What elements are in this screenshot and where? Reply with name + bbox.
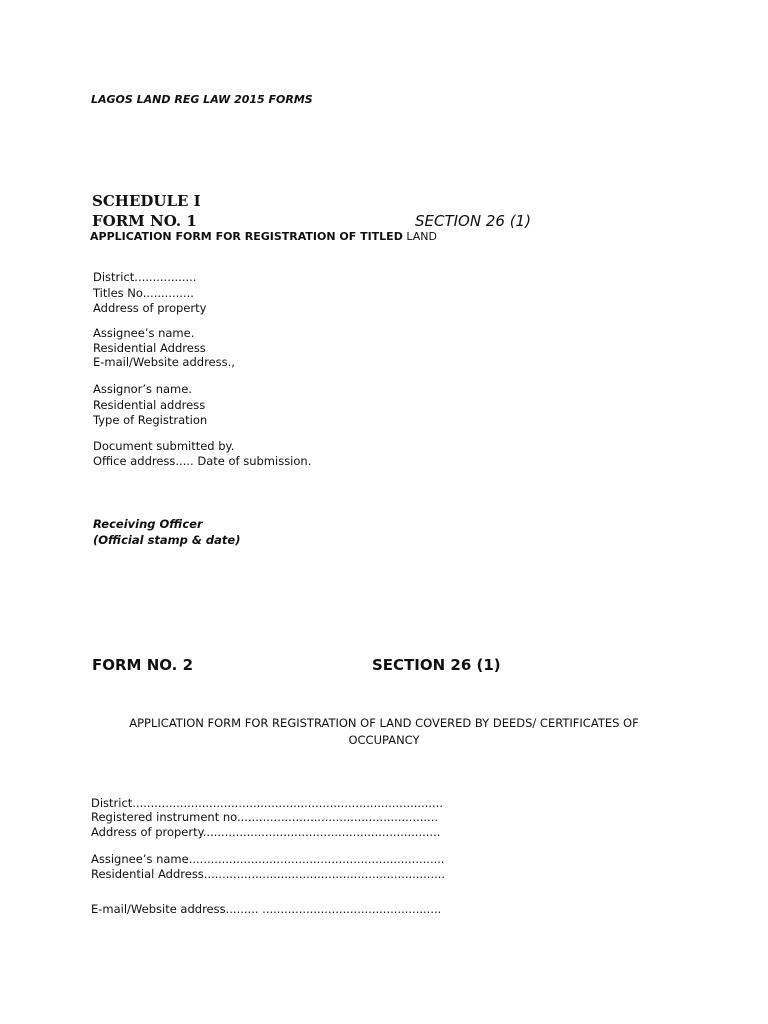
- form1-field-residential-address: Residential Address: [93, 341, 206, 355]
- form1-field-assignee-name: Assignee’s name.: [93, 326, 195, 340]
- schedule-heading: SCHEDULE I: [92, 192, 201, 210]
- document-title: LAGOS LAND REG LAW 2015 FORMS: [91, 93, 313, 106]
- form1-field-office-address-date: Office address..... Date of submission.: [93, 454, 312, 468]
- form2-field-registered-instrument-no: Registered instrument no.......................................................: [91, 810, 439, 824]
- form1-field-assignor-residential-address: Residential address: [93, 398, 206, 412]
- official-stamp-note: (Official stamp & date): [93, 533, 241, 547]
- form1-application-title: [90, 230, 437, 243]
- receiving-officer-label: Receiving Officer: [93, 517, 203, 531]
- form2-field-district: District.....................................................................................: [91, 796, 444, 810]
- form1-field-type-of-registration: Type of Registration: [93, 413, 208, 427]
- form1-application-title-bold: APPLICATION FORM FOR REGISTRATION OF TITLED: [90, 230, 403, 243]
- form2-field-assignee-name: Assignee’s name......................................................................: [91, 852, 445, 866]
- form2-section: SECTION 26 (1): [372, 656, 501, 674]
- form1-section: SECTION 26 (1): [415, 212, 531, 230]
- form2-field-address-of-property: Address of property.................................................................: [91, 825, 441, 839]
- form1-field-email-website: E-mail/Website address.,: [93, 355, 235, 369]
- form1-field-titles-no: Titles No..............: [93, 286, 194, 300]
- form2-field-email-website: E-mail/Website address......... .................................................: [91, 902, 442, 916]
- form1-field-assignor-name: Assignor’s name.: [93, 382, 192, 396]
- form1-field-district: District.................: [93, 270, 197, 284]
- form1-field-document-submitted-by: Document submitted by.: [93, 439, 235, 453]
- form1-number: FORM NO. 1: [92, 212, 197, 230]
- form2-application-title: APPLICATION FORM FOR REGISTRATION OF LAND COVERED BY DEEDS/ CERTIFICATES OF OCCUPANCY: [129, 716, 639, 747]
- form1-field-address-of-property: Address of property: [93, 301, 207, 315]
- form1-application-title-rest: LAND: [402, 230, 437, 243]
- form2-field-residential-address: Residential Address..................................................................: [91, 867, 446, 881]
- form2-number: FORM NO. 2: [92, 656, 194, 674]
